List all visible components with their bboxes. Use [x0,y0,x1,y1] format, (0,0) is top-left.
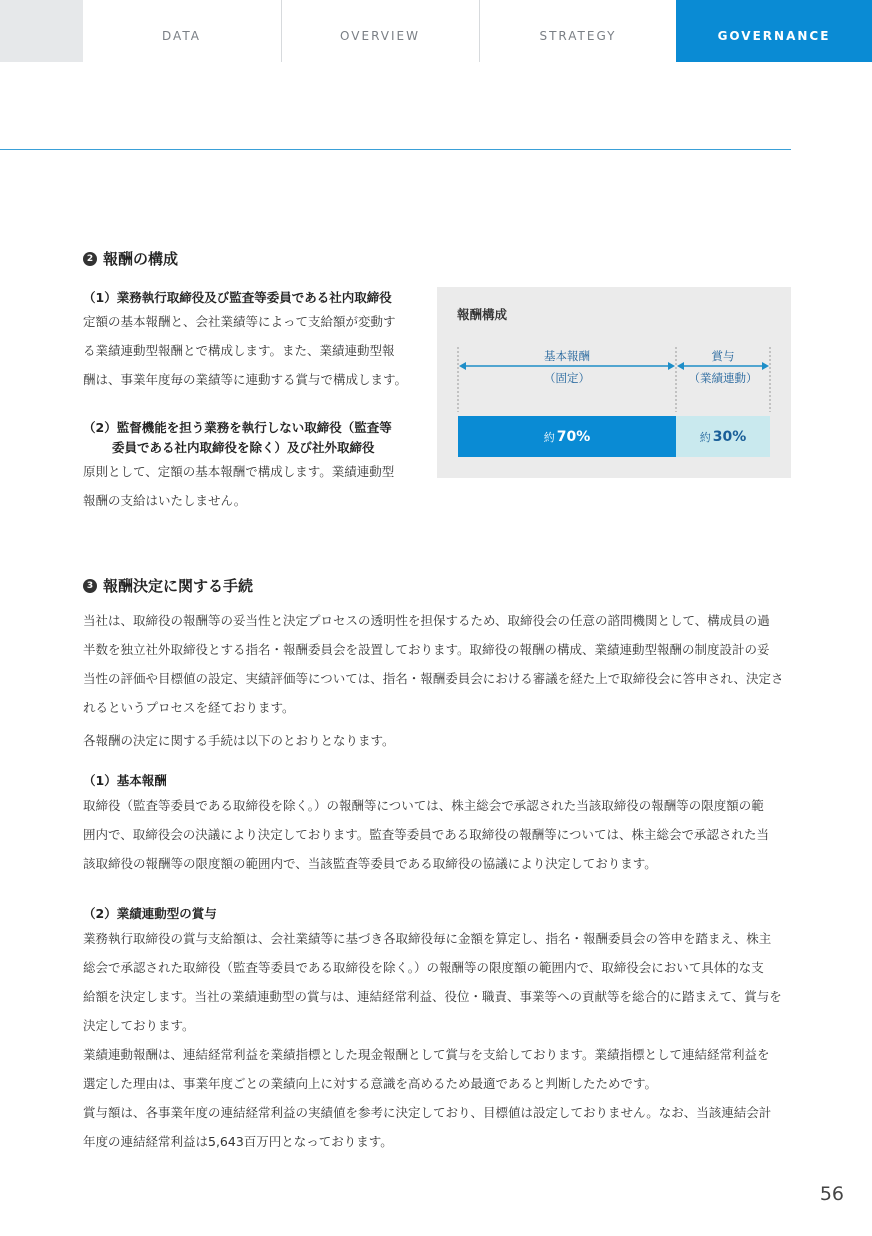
text-line: 各報酬の決定に関する手続は以下のとおりとなります。 [83,733,395,748]
category-label-base-line2: （固定） [544,371,590,385]
section3-sub1-heading: （1）基本報酬 [83,773,167,788]
tab-corner-block [0,0,83,62]
bar-label-value: 30% [712,428,747,445]
text-line: 半数を独立社外取締役とする指名・報酬委員会を設置しております。取締役の報酬の構成、業績連動型報酬の制度設計の妥 [83,642,770,657]
text-line: 該取締役の報酬等の限度額の範囲内で、当該監査等委員である取締役の協議により決定しております。 [83,856,657,871]
text-line: 賞与額は、各事業年度の連結経常利益の実績値を参考に決定しており、目標値は設定しておりません。なお、当該連結会計 [83,1105,772,1120]
text-line: 定額の基本報酬と、会社業績等によって支給額が変動す [83,314,396,329]
section2-sub2-heading-line1: （2）監督機能を担う業務を執行しない取締役（監査等 [83,420,392,435]
text-line: 業績連動報酬は、連結経常利益を業績指標とした現金報酬として賞与を支給しております。業績指標として連結経常利益を [83,1047,770,1062]
text-line: 総会で承認された取締役（監査等委員である取締役を除く。）の報酬等の限度額の範囲内で、取締役会において具体的な支 [83,960,764,975]
arrowhead-icon [459,362,466,370]
tab-strategy[interactable] [479,0,676,62]
category-label-bonus-line1: 賞与 [711,349,735,363]
tab-data-label: DATA [162,29,201,43]
section3-heading [83,575,253,596]
bar-label-prefix: 約 [543,430,555,444]
text-line: 決定しております。 [83,1018,195,1033]
text-line: 選定した理由は、事業年度ごとの業績向上に対する意識を高めるため最適であると判断したためです。 [83,1076,658,1091]
section2-number-badge: 2 [83,252,97,266]
section2-sub1-heading: （1）業務執行取締役及び監査等委員である社内取締役 [83,290,392,305]
text-line: 年度の連結経常利益は5,643百万円となっております。 [83,1134,393,1149]
section3-sub2-body [83,924,793,1156]
tab-governance[interactable] [676,0,872,62]
text-line: 当性の評価や目標値の設定、実績評価等については、指名・報酬委員会における審議を経た上で取締役会に答申され、決定さ [83,671,784,686]
bar-label-value: 70% [556,428,591,445]
bar-bonus [676,416,770,457]
section2-sub2-body [83,457,423,515]
text-line: 業務執行取締役の賞与支給額は、会社業績等に基づき各取締役毎に金額を算定し、指名・報酬委員会の答申を踏まえ、株主 [83,931,772,946]
section2-heading [83,248,178,269]
tab-overview-label: OVERVIEW [340,29,420,43]
page-number: 56 [819,1183,844,1205]
text-line: る業績連動型報酬とで構成します。また、業績連動型報 [83,343,395,358]
text-line: 当社は、取締役の報酬等の妥当性と決定プロセスの透明性を担保するため、取締役会の任意の諮問機関として、構成員の過 [83,613,770,628]
text-line: 取締役（監査等委員である取締役を除く。）の報酬等については、株主総会で承認された当該取締役の報酬等の限度額の範 [83,798,764,813]
section3-sub1-body [83,791,793,878]
section2-sub2-heading-line2: 委員である社内取締役を除く）及び社外取締役 [112,440,375,455]
compensation-chart [437,287,791,478]
text-line: 報酬の支給はいたしません。 [83,493,247,508]
tab-governance-label: GOVERNANCE [717,29,831,43]
tab-strategy-label: STRATEGY [539,29,617,43]
chart-title: 報酬構成 [457,307,508,322]
tab-data[interactable] [83,0,280,62]
bar-base-pay [458,416,676,457]
category-label-bonus-line2: （業績連動） [688,371,758,385]
text-line: 原則として、定額の基本報酬で構成します。業績連動型 [83,464,395,479]
tab-overview[interactable] [281,0,478,62]
section2-title: 報酬の構成 [103,250,179,268]
section3-lead [83,726,793,755]
text-line: 囲内で、取締役会の決議により決定しております。監査等委員である取締役の報酬等については、株主総会で承認された当 [83,827,770,842]
text-line: 酬は、事業年度毎の業績等に連動する賞与で構成します。 [83,372,408,387]
section3-title: 報酬決定に関する手続 [103,577,254,595]
section2-sub1-body [83,307,423,394]
section3-number-badge: 3 [83,579,97,593]
section2-sub2-heading [83,418,392,458]
arrowhead-icon [677,362,684,370]
section3-sub2-heading: （2）業績連動型の賞与 [83,906,217,921]
header-divider [0,149,791,150]
text-line: れるというプロセスを経ております。 [83,700,295,715]
section3-intro [83,606,793,722]
arrowhead-icon [762,362,769,370]
text-line: 給額を決定します。当社の業績連動型の賞与は、連結経常利益、役位・職責、事業等への貢献等を総合的に踏まえて、賞与を [83,989,782,1004]
bar-label-prefix: 約 [699,430,711,444]
arrowhead-icon [668,362,675,370]
category-label-base-line1: 基本報酬 [544,349,590,363]
